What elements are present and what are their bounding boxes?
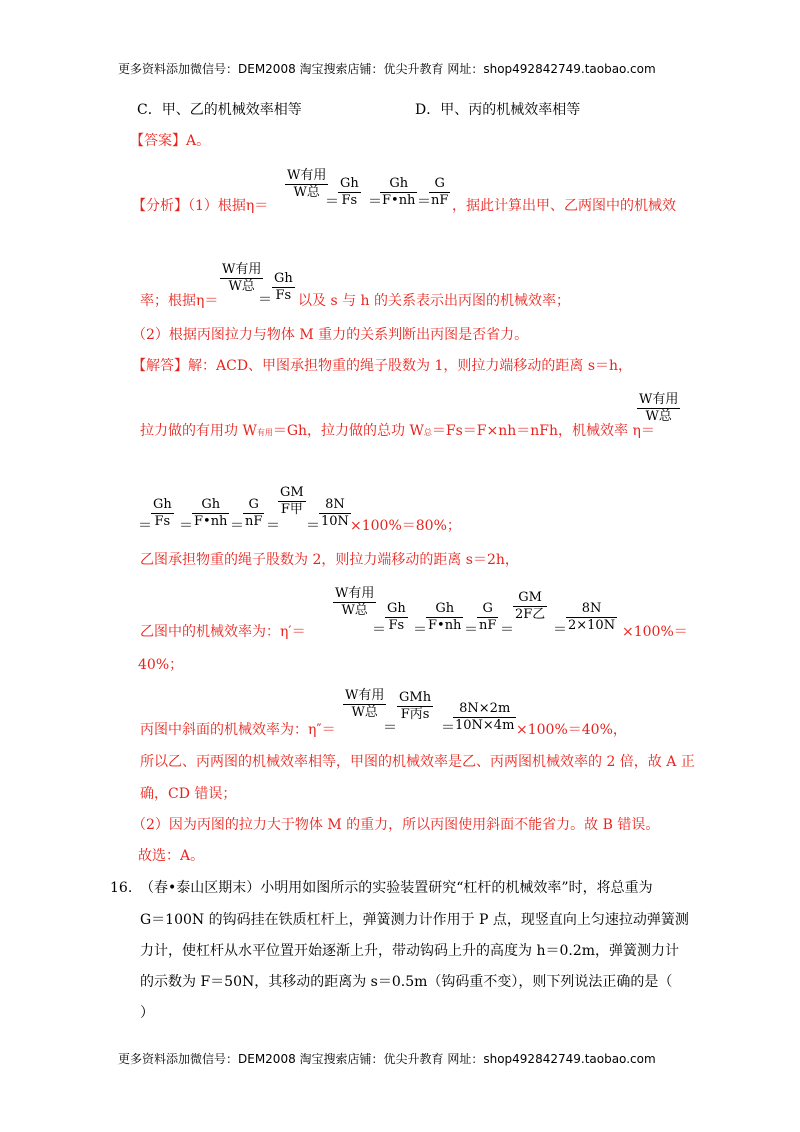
solution-line-4: 乙图承担物重的绳子股数为 2，则拉力端移动的距离 s＝2h， (140, 552, 519, 568)
fraction-gh-fs-2: $\frac{Gh}{Fs}$ (274, 271, 293, 303)
question-16-line-5: ） (140, 1005, 154, 1021)
fraction-gmh-fbings: GMh F丙s (399, 690, 432, 722)
solution-line-7-tail: ×100%＝40%， (516, 722, 627, 738)
question-16-line-1: （春•泰山区期末）小明用如图所示的实验装置研究“杠杆的机械效率”时，将总重为 (140, 880, 653, 896)
solution-line-8: 所以乙、丙两图的机械效率相等，甲图的机械效率是乙、丙两图机械效率的 2 倍，故 A 正 (140, 754, 695, 770)
fraction-gm-2fyi: GM 2F乙 (515, 590, 546, 622)
fraction-gh-fnh-3: $\frac{Gh}{F•nh}$ (194, 497, 228, 529)
fraction-g-nf: $\frac{G}{nF}$ (431, 176, 449, 208)
question-16-line-4: 的示数为 F＝50N，其移动的距离为 s＝0.5m（钩码重不变），则下列说法正确的是（ (140, 974, 673, 990)
solution-line-5-start: 乙图中的机械效率为：η′＝ (140, 624, 306, 640)
page-header: 更多资料添加微信号：DEM2008 淘宝搜索店铺：优尖升教育 网址：shop492842749.taobao.com (118, 62, 656, 76)
solution-line-10: （2）因为丙图的拉力大于物体 M 的重力，所以丙图使用斜面不能省力。故 B 错误。 (132, 817, 660, 833)
fraction-wuse-wtotal-2: W有用 W总 (222, 262, 262, 294)
analysis-line-2-end: 以及 s 与 h 的关系表示出丙图的机械效率； (298, 293, 571, 309)
fraction-gh-fs-5: $\frac{Gh}{Fs}$ (387, 601, 406, 633)
fraction-gm-fjia: GM F甲 (280, 485, 304, 517)
solution-line-5-tail: ×100%＝ (622, 624, 688, 640)
fraction-g-nf-5: $\frac{G}{nF}$ (479, 601, 497, 633)
question-16-number: 16. (110, 880, 133, 896)
solution-line-6: 40%； (138, 657, 184, 673)
fraction-8n-10n: $\frac{8N}{10N}$ (321, 497, 349, 529)
fraction-gh-fs-3: $\frac{Gh}{Fs}$ (153, 497, 172, 529)
question-16-line-3: 力计，使杠杆从水平位置开始逐渐上升，带动钩码上升的高度为 h＝0.2m，弹簧测力计 (140, 943, 680, 959)
fraction-gh-fnh: $\frac{Gh}{F•nh}$ (382, 176, 416, 208)
solution-line-9: 确，CD 错误； (140, 786, 237, 802)
solution-line-7-start: 丙图中斜面的机械效率为：η″＝ (140, 722, 336, 738)
question-16-line-2: G＝100N 的钩码挂在铁质杠杆上，弹簧测力计作用于 P 点，现竖直向上匀速拉动弹簧测 (140, 912, 689, 928)
answer-line: 【答案】A。 (130, 133, 211, 149)
fraction-wuse-wtotal-5: W有用 W总 (335, 586, 375, 618)
solution-line-3-tail: ×100%＝80%； (350, 518, 461, 534)
fraction-wuse-wtotal-7: W有用 W总 (345, 688, 385, 720)
fraction-8n2m-10n4m: $\frac{8N\times 2m}{10N\times 4m}$ (455, 701, 515, 733)
option-c: C．甲、乙的机械效率相等 (137, 102, 302, 118)
analysis-line-2-start: 率；根据η＝ (140, 293, 219, 309)
fraction-wuse-wtotal: W有用 W总 (287, 168, 327, 200)
fraction-g-nf-3: $\frac{G}{nF}$ (245, 497, 263, 529)
fraction-wuse-wtotal-3: W有用 W总 (639, 392, 679, 424)
fraction-8n-2x10n: $\frac{8N}{2\times 10N}$ (568, 601, 616, 633)
solution-line-1: 【解答】解：ACD、甲图承担物重的绳子股数为 1，则拉力端移动的距离 s＝h， (132, 358, 633, 374)
page-footer: 更多资料添加微信号：DEM2008 淘宝搜索店铺：优尖升教育 网址：shop492842749.taobao.com (118, 1052, 656, 1066)
solution-line-2: 拉力做的有用功 W有用＝Gh，拉力做的总功 W总＝Fs＝F×nh＝nFh，机械效率 η＝ (140, 423, 655, 439)
solution-line-11: 故选：A。 (138, 848, 205, 864)
fraction-gh-fs: $\frac{Gh}{Fs}$ (340, 176, 359, 208)
analysis-line-3: （2）根据丙图拉力与物体 M 重力的关系判断出丙图是否省力。 (132, 327, 529, 343)
fraction-gh-fnh-5: $\frac{Gh}{F•nh}$ (428, 601, 462, 633)
analysis-line-1-start: 【分析】（1）根据η＝ (132, 198, 269, 214)
option-d: D．甲、丙的机械效率相等 (415, 102, 581, 118)
analysis-line-1-end: ，据此计算出甲、乙两图中的机械效 (452, 198, 676, 214)
